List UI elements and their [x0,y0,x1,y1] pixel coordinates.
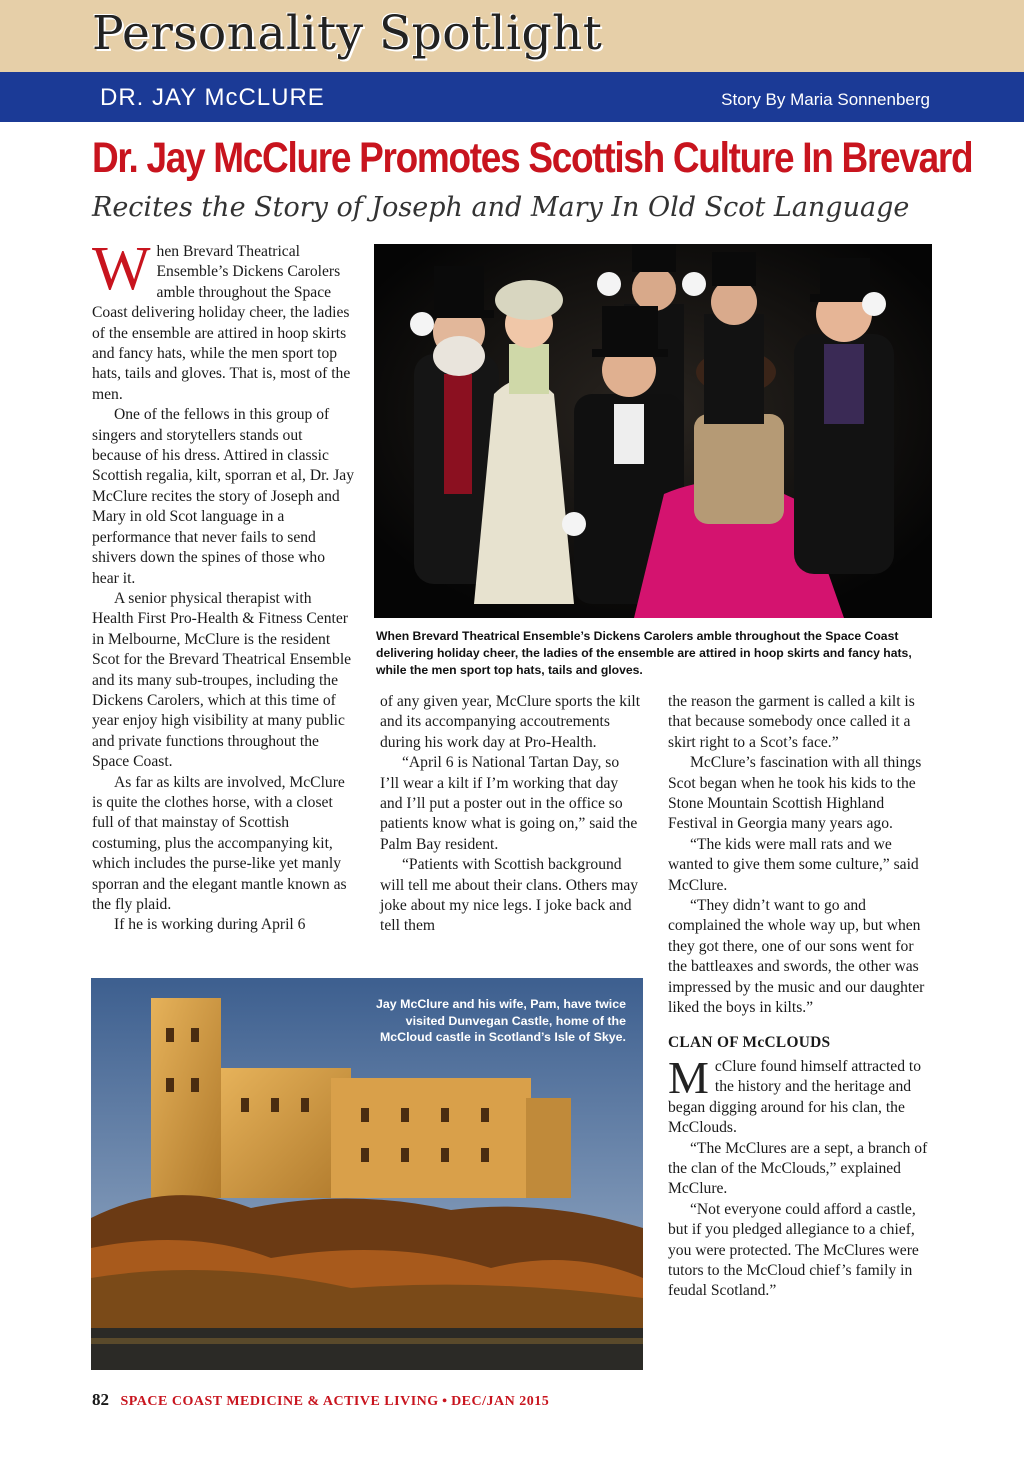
section-heading: CLAN OF McCLOUDS [668,1033,831,1051]
paragraph: “The McClures are a sept, a branch of the clan of the McClouds,” explained McClure. [668,1139,928,1198]
paragraph: “Not everyone could afford a castle, but if you pledged allegiance to a chief, you were protected. The McClures were tutors to the McCloud chief’s family in feudal Scotland.” [668,1200,919,1300]
carolers-caption: When Brevard Theatrical Ensemble’s Dickens Carolers amble throughout the Space Coast delivering holiday cheer, the ladies of the ensemble are attired in hoop skirts and fancy hats, while the men sport top hats, tails and gloves. [376,629,912,677]
page-number: 82 [92,1390,109,1409]
paragraph: the reason the garment is called a kilt is that because somebody once called it a skirt right to a Scot’s face.” [668,693,915,751]
paragraph: One of the fellows in this group of singers and storytellers stands out because of his dress. Attired in classic Scottish regalia, kilt, sporran et al, Dr. Jay McClure recites the story of Joseph and Mary in old Scot language in a performance that never fails to send shivers down the spines of those who hear it. [92,406,355,587]
paragraph: A senior physical therapist with Health First Pro-Health & Fitness Center in Melbourne, McClure is the resident Scot for the Brevard Theatrical Ensemble and its many sub-troupes, including the Dickens Carolers, which at this time of year enjoy high visibility at many public and private functions throughout the Space Coast. [92,589,352,771]
publication-name: SPACE COAST MEDICINE & ACTIVE LIVING [120,1394,439,1409]
paragraph: As far as kilts are involved, McClure is quite the clothes horse, with a closet full of that mainstay of Scottish costuming, plus the accompanying kit, which includes the purse-like yet manly sporran and the elegant mantle known as the fly plaid. [92,773,347,913]
section-title: Personality Spotlight [92,6,603,61]
article-subhead: Recites the Story of Joseph and Mary In Old Scot Language [92,192,910,223]
drop-cap: W [92,235,151,303]
carolers-photo-art [374,244,932,618]
byline: Story By Maria Sonnenberg [721,90,930,109]
column-3 [668,692,932,1302]
drop-cap: M [668,1051,709,1103]
paragraph: “April 6 is National Tartan Day, so I’ll wear a kilt if I’m working that day and I’ll put a poster out in the office so patients know what is going on,” said the Palm Bay resident. [380,754,638,853]
column-1 [92,235,355,936]
page-footer [92,1390,549,1410]
subject-name: DR. JAY McCLURE [100,84,325,111]
paragraph: of any given year, McClure sports the kilt and its accompanying accoutrements during his work day at Pro-Health. [380,693,641,751]
paragraph: “Patients with Scottish background will tell me about their clans. Others may joke about my nice legs. I joke back and tell them [380,856,639,935]
paragraph: If he is working during April 6 [114,916,306,934]
paragraph: McClure’s fascination with all things Scot began when he took his kids to the Stone Mountain Scottish Highland Festival in Georgia many years ago. [668,754,922,833]
castle-caption: Jay McClure and his wife, Pam, have twice visited Dunvegan Castle, home of the McCloud castle in Scotland’s Isle of Skye. [376,997,626,1044]
footer-separator: • [442,1394,448,1409]
carolers-photo [374,244,932,618]
paragraph: When Brevard Theatrical Ensemble’s Dickens Carolers amble throughout the Space Coast delivering holiday cheer, the ladies of the ensemble are attired in hoop skirts and fancy hats, while the men sport top hats, tails and gloves. That is, most of the men. [92,235,351,403]
issue-date: DEC/JAN 2015 [451,1394,550,1409]
paragraph: “The kids were mall rats and we wanted to give them some culture,” said McClure. [668,835,919,894]
article-headline: Dr. Jay McClure Promotes Scottish Culture In Brevard [92,134,973,182]
paragraph: McClure found himself attracted to the history and the heritage and began digging around for his clan, the McClouds. [668,1051,922,1137]
paragraph: “They didn’t want to go and complained the whole way up, but when they got there, one of our sons went for the battleaxes and swords, the other was impressed by the music and our daughter liked the boys in kilts.” [668,897,925,1017]
column-2 [380,692,642,937]
